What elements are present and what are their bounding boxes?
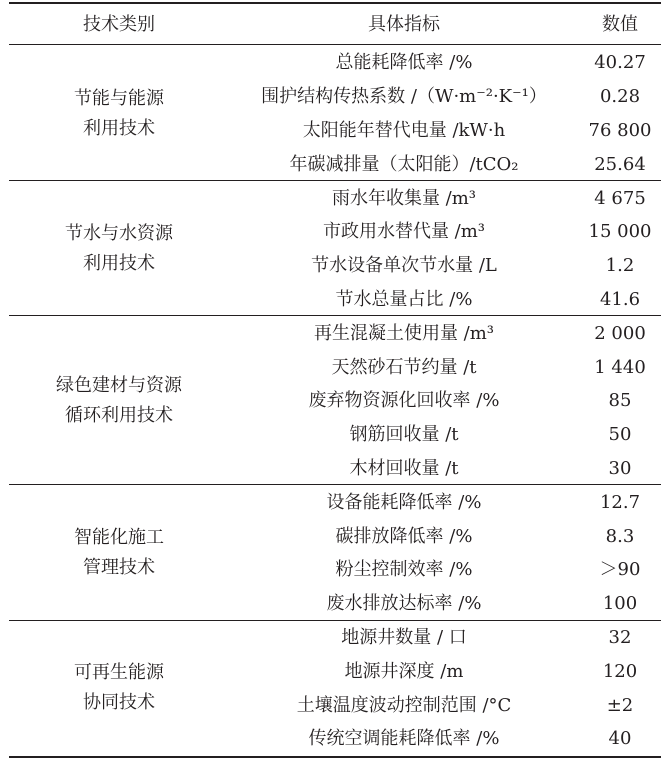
table-row — [9, 283, 661, 317]
indicator-cell: 地源井数量 / 口 — [341, 626, 467, 648]
indicator-cell: 节水设备单次节水量 /L — [311, 255, 497, 277]
table-row — [9, 485, 661, 519]
value-cell: 4 675 — [594, 187, 646, 209]
indicator-cell: 废水排放达标率 /% — [326, 593, 482, 615]
indicator-cell: 雨水年收集量 /m³ — [331, 187, 477, 209]
table-row — [9, 587, 661, 621]
indicator-cell: 粉尘控制效率 /% — [335, 559, 473, 581]
value-cell: 12.7 — [599, 491, 641, 513]
category-line: 利用技术 — [83, 117, 155, 139]
indicator-cell: 土壤温度波动控制范围 /°C — [296, 694, 512, 716]
indicator-cell: 木材回收量 /t — [349, 457, 459, 479]
value-cell: 50 — [608, 424, 632, 446]
table-row — [9, 46, 661, 80]
value-cell: 40 — [608, 728, 632, 750]
value-cell: 85 — [608, 390, 632, 412]
category-cell — [9, 658, 229, 718]
category-cell — [9, 371, 229, 431]
category-line: 协同技术 — [83, 692, 155, 714]
category-line: 循环利用技术 — [65, 404, 173, 426]
indicator-cell: 地源井深度 /m — [344, 660, 464, 682]
value-cell: 1 440 — [594, 356, 646, 378]
category-line: 节能与能源 — [74, 87, 164, 109]
bottom-rule — [9, 756, 661, 758]
value-cell: 25.64 — [594, 153, 646, 175]
value-cell: 100 — [602, 593, 638, 615]
table-row — [9, 722, 661, 756]
table-row — [9, 316, 661, 350]
indicator-cell: 市政用水替代量 /m³ — [322, 221, 486, 243]
header-value: 数值 — [602, 13, 638, 35]
header-rule — [9, 44, 661, 45]
category-line: 智能化施工 — [74, 527, 164, 548]
indicator-cell: 太阳能年替代电量 /kW·h — [302, 119, 506, 141]
indicator-cell: 碳排放降低率 /% — [335, 525, 473, 547]
value-cell: 41.6 — [599, 288, 641, 310]
header-category: 技术类别 — [83, 13, 155, 35]
category-line: 管理技术 — [83, 557, 155, 578]
indicator-cell: 年碳减排量（太阳能）/tCO₂ — [289, 153, 519, 175]
table-row — [9, 147, 661, 181]
category-line: 利用技术 — [83, 252, 155, 274]
indicator-cell: 钢筋回收量 /t — [349, 424, 459, 446]
value-cell: 120 — [602, 660, 638, 682]
indicator-cell: 传统空调能耗降低率 /% — [308, 728, 500, 750]
value-cell: 0.28 — [599, 86, 641, 108]
value-cell: 40.27 — [594, 52, 646, 74]
header-indicator: 具体指标 — [368, 13, 440, 35]
category-line: 节水与水资源 — [65, 222, 173, 244]
indicator-cell: 再生混凝土使用量 /m³ — [313, 322, 495, 344]
table-row — [9, 452, 661, 486]
value-cell: 76 800 — [588, 119, 652, 141]
category-cell — [9, 523, 229, 583]
table-row — [9, 181, 661, 215]
value-cell: ±2 — [606, 694, 634, 716]
indicator-cell: 围护结构传热系数 /（W·m⁻²·K⁻¹） — [261, 86, 547, 108]
value-cell: 30 — [608, 457, 632, 479]
value-cell: 15 000 — [588, 221, 652, 243]
indicator-cell: 节水总量占比 /% — [335, 288, 473, 310]
indicator-cell: 总能耗降低率 /% — [335, 52, 473, 74]
category-line: 绿色建材与资源 — [56, 374, 182, 396]
value-cell: 8.3 — [605, 525, 635, 547]
indicator-cell: 设备能耗降低率 /% — [326, 491, 482, 513]
category-cell — [9, 84, 229, 144]
header-row — [9, 4, 661, 44]
value-cell: 2 000 — [594, 322, 646, 344]
category-line: 可再生能源 — [74, 662, 164, 684]
value-cell: 1.2 — [605, 255, 635, 277]
indicator-cell: 废弃物资源化回收率 /% — [308, 390, 500, 412]
table-row — [9, 621, 661, 655]
indicator-cell: 天然砂石节约量 /t — [331, 356, 477, 378]
value-cell: 32 — [608, 626, 632, 648]
category-cell — [9, 219, 229, 279]
value-cell: ＞90 — [599, 559, 641, 581]
